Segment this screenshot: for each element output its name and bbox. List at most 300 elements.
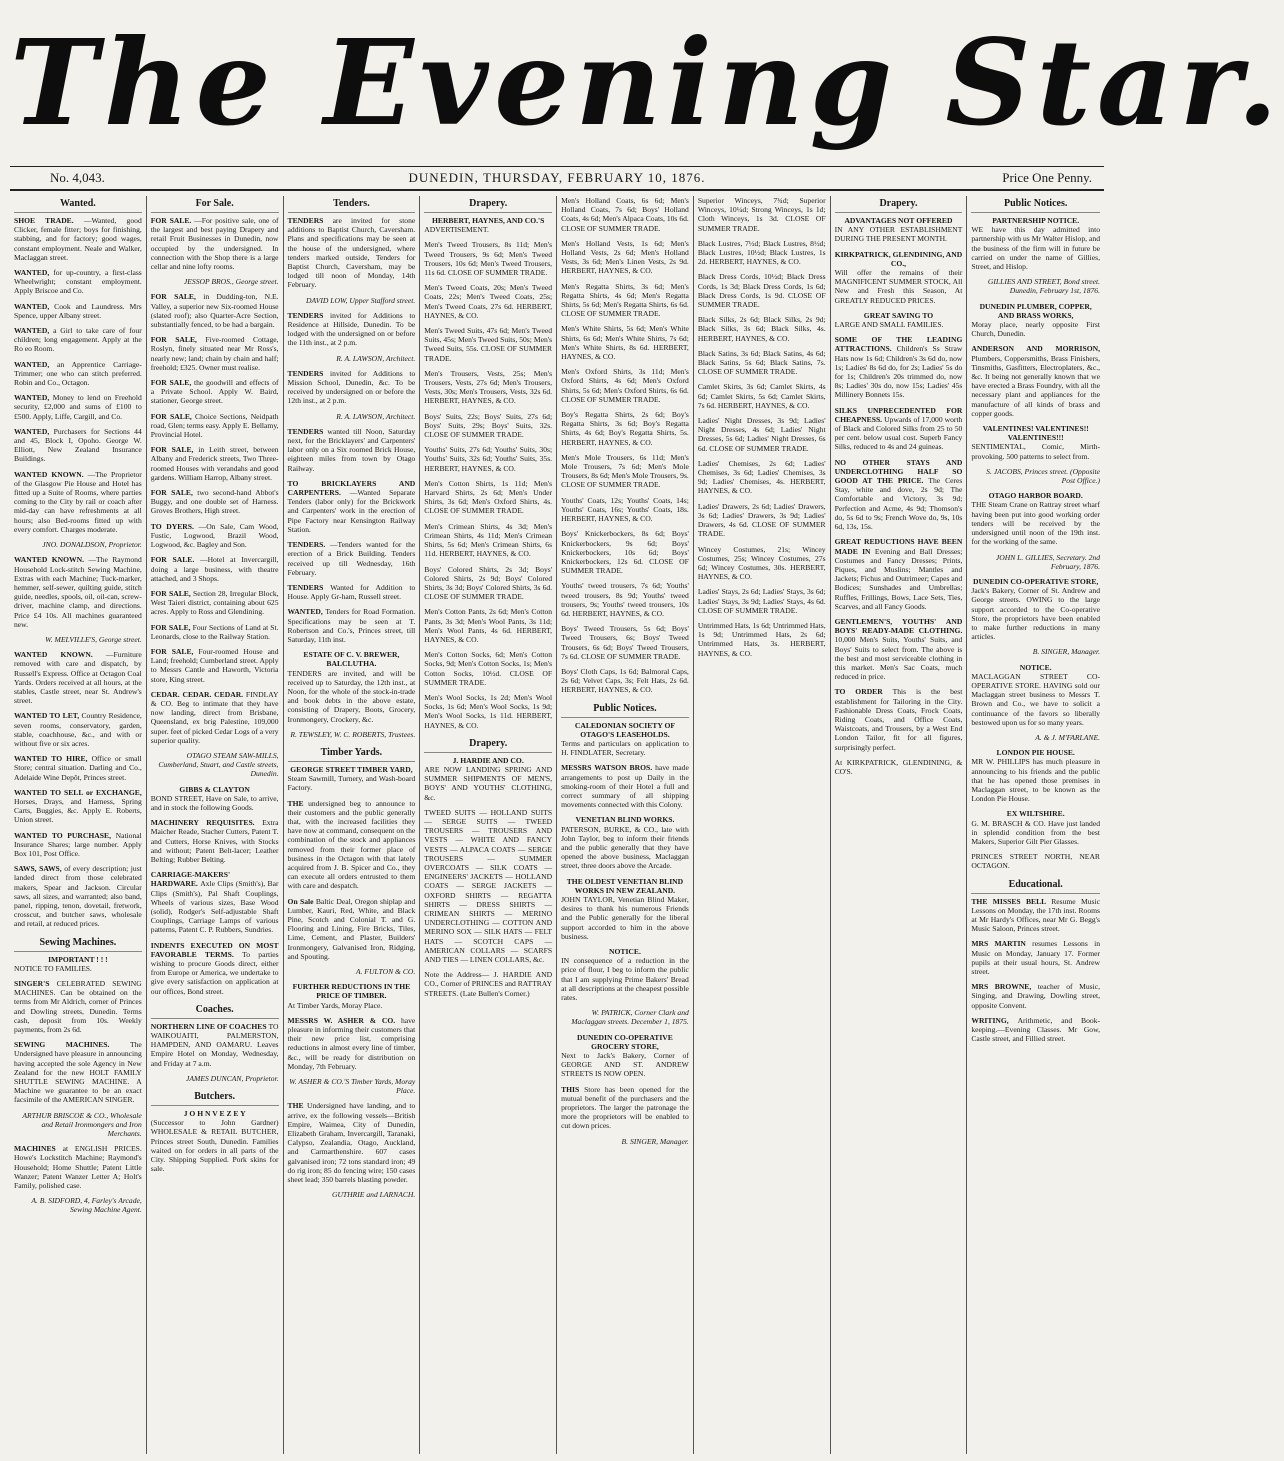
ad-lead: DUNEDIN PLUMBER, COPPER, AND BRASS WORKS, bbox=[979, 301, 1092, 320]
advertisement bbox=[698, 196, 826, 233]
advertisement bbox=[698, 459, 826, 496]
ad-lead: WANTED, bbox=[14, 426, 54, 436]
advertisement bbox=[288, 730, 416, 739]
ad-text: Superior Winceys, 7¾d; Superior Winceys, 10¼d; Strong Winceys, 1s 1d; Cloth Winceys, 1s 3d. CLOSE OF SUMMER TRADE. bbox=[697, 196, 826, 233]
masthead bbox=[10, 8, 1284, 158]
advertisement bbox=[561, 410, 689, 447]
advertisement bbox=[424, 240, 552, 277]
advertisement bbox=[698, 272, 826, 309]
ad-text: LARGE AND SMALL FAMILIES. bbox=[834, 320, 944, 330]
advertisement bbox=[424, 326, 552, 363]
advertisement bbox=[835, 335, 963, 399]
section-heading: Butchers. bbox=[151, 1089, 279, 1106]
advertisement bbox=[971, 344, 1100, 418]
advertisement bbox=[14, 864, 142, 928]
column-area bbox=[10, 196, 1104, 1454]
ad-lead: ESTATE OF C. V. BREWER, BALCLUTHA. bbox=[303, 650, 400, 669]
ad-text: THE Steam Crane on Rattray street wharf having been put into good working order tenders will be received by the undersigned until noon of the 19th inst. for the working of the same. bbox=[971, 500, 1100, 547]
ad-text: for up-country, a first-class Wheelwright; constant employment. Apply Briscoe and Co. bbox=[14, 268, 142, 296]
advertisement bbox=[835, 311, 963, 329]
ad-lead: GENTLEMEN'S, YOUTHS' AND BOYS' READY-MADE CLOTHING. bbox=[834, 616, 963, 636]
ad-lead: EX WILTSHIRE. bbox=[1006, 809, 1065, 819]
ad-lead: WANTED, bbox=[14, 268, 54, 278]
ad-lead: TO BRICKLAYERS AND CARPENTERS. bbox=[287, 478, 416, 498]
ad-lead: TO ORDER bbox=[834, 687, 893, 697]
ad-lead: WANTED KNOWN. bbox=[14, 650, 106, 660]
advertisement bbox=[971, 982, 1100, 1010]
advertisement bbox=[971, 733, 1100, 742]
ad-text: Men's Tweed Coats, 20s; Men's Tweed Coats, 22s; Men's Tweed Coats, 25s; Men's Tweed Coats, 27s 6d. HERBERT, HAYNES, & CO. bbox=[424, 283, 553, 320]
ad-text: Arithmetic, and Book-keeping.—Evening Classes. Mr Gow, Castle street, and Fillied street. bbox=[971, 1015, 1100, 1044]
ad-text: GILLIES AND STREET, Bond street. Dunedin, February 1st, 1876. bbox=[987, 277, 1100, 296]
advertisement bbox=[14, 540, 142, 549]
advertisement bbox=[151, 555, 279, 583]
advertisement bbox=[971, 663, 1100, 727]
ad-text: FINDLAY & CO. Beg to intimate that they have now landing, direct from Brisbane, Queensland, ex brig Palestine, 109,000 super. feet of picked Cedar Logs of a very superior quality. bbox=[150, 689, 279, 745]
ad-lead: J. HARDIE AND CO. bbox=[452, 755, 524, 765]
section-heading: Public Notices. bbox=[561, 701, 689, 718]
ad-text: —Wanted, good Clicker, female fitter; boys for finishing, stabbing, and for factory; good wages, constant employment. Neale and Walker, Maclaggan street. bbox=[14, 216, 142, 262]
ad-text: A. B. SIDFORD, 4, Farley's Arcade, Sewing Machine Agent. bbox=[31, 1196, 142, 1215]
ad-lead: WANTED, bbox=[14, 393, 53, 403]
section-heading: Tenders. bbox=[288, 196, 416, 213]
advertisement bbox=[971, 302, 1100, 339]
ad-text: wanted till Noon, Saturday next, for the Bricklayers' and Carpenters' labor only on a Six roomed Brick House, eighteen miles from town by Otago Railway. bbox=[287, 426, 416, 473]
ad-text: undersigned beg to announce to their customers and the public generally that, with the increased facilities they have now at command, consequent on the combination of the stock and appliances removed from their former place of business in the Octagon with that lately acquired from J. B. Spicer and Co., they can execute all orders entrusted to them with care and despatch. bbox=[287, 798, 416, 891]
ad-lead: FOR SALE, bbox=[150, 488, 198, 498]
ad-text: Ladies' Chemises, 2s 6d; Ladies' Chemises, 3s 6d; Ladies' Chemises, 3s 9d; Ladies' Chemises, 4s. HERBERT, HAYNES, & CO. bbox=[697, 458, 826, 496]
advertisement bbox=[424, 970, 552, 998]
advertisement bbox=[151, 623, 279, 641]
ad-text: Moray place, nearly opposite First Church, Dunedin. bbox=[971, 320, 1100, 339]
ad-lead: WANTED TO PURCHASE, bbox=[14, 830, 116, 840]
ad-lead: NORTHERN LINE OF COACHES bbox=[150, 1021, 269, 1031]
advertisement bbox=[971, 647, 1100, 656]
advertisement bbox=[151, 647, 279, 684]
ad-lead: IMPORTANT ! ! ! bbox=[48, 954, 108, 964]
ad-text: Men's Cotton Shirts, 1s 11d; Men's Harvard Shirts, 2s 6d; Men's Under Shirts, 3s 6d; Men's Oxford Shirts, 4s. CLOSE OF SUMMER TRADE. bbox=[424, 478, 553, 516]
section-heading: Sewing Machines. bbox=[14, 935, 142, 952]
advertisement bbox=[698, 349, 826, 377]
advertisement bbox=[151, 785, 279, 813]
ad-text: Ladies' Night Dresses, 3s 9d; Ladies' Night Dresses, 4s 6d; Ladies' Night Dresses, 5s 6d; Ladies' Night Dresses, 6s 6d. CLOSE OF SUMMER TRADE. bbox=[697, 416, 826, 453]
advertisement bbox=[971, 491, 1100, 546]
ad-text: Youths' tweed trousers, 7s 6d; Youths' tweed trousers, 8s 9d; Youths' tweed trousers, 9s; Youths' tweed trousers, 10s 6d. HERBERT, HAYNES, & CO. bbox=[561, 581, 689, 618]
ad-lead: FOR SALE. bbox=[150, 216, 195, 225]
ad-lead: FOR SALE, bbox=[150, 411, 196, 421]
ad-text: Men's White Shirts, 5s 6d; Men's White Shirts, 6s 6d; Men's White Shirts, 7s 6d; Men's White Shirts, 8s 6d. HERBERT, HAYNES, & CO. bbox=[561, 324, 689, 362]
ad-lead: THE bbox=[287, 1101, 307, 1111]
advertisement bbox=[424, 479, 552, 516]
advertisement bbox=[14, 831, 142, 859]
advertisement bbox=[14, 393, 142, 421]
ad-lead: CARRIAGE-MAKERS' HARDWARE. bbox=[150, 870, 231, 889]
ad-text: Wincey Costumes, 21s; Wincey Costumes, 25s; Wincey Costumes, 27s 6d; Wincey Costumes, 30s. HERBERT, HAYNES, & CO. bbox=[697, 544, 826, 582]
ad-lead: On Sale bbox=[287, 896, 316, 906]
ad-text: Undersigned have landing, and to arrive, ex the following vessels—British Empire, Waimea, City of Dunedin, Elizabeth Graham, Invercargill, Taranaki, Calypso, Zealandia, Otago, Auckland, and Carmarthenshire. 607 cases galvanised iron; 72 tons standard iron; 49 do rig iron; 85 do fencing wire; 150 cases sheet lead; 350 barrels blasting powder. bbox=[287, 1101, 416, 1185]
ad-lead: SOME OF THE LEADING ATTRACTIONS. bbox=[834, 335, 963, 354]
ad-text: Steam Sawmill, Turnery, and Wash-board Factory. bbox=[287, 774, 416, 793]
ad-text: Youths' Suits, 27s 6d; Youths' Suits, 30s; Youths' Suits, 32s 6d; Youths' Suits, 35s. HERBERT, HAYNES, & CO. bbox=[424, 445, 553, 473]
ad-text: Ladies' Drawers, 2s 6d; Ladies' Drawers, 3s 6d; Ladies' Drawers, 3s 9d; Ladies' Drawers, 4s 6d. CLOSE OF SUMMER TRADE. bbox=[697, 501, 826, 539]
ad-text: Boys' Colored Shirts, 2s 3d; Boys' Colored Shirts, 2s 9d; Boys' Colored Shirts, 3s 3d; Boys' Colored Shirts, 3s 6d. CLOSE OF SUMMER TRADE. bbox=[424, 564, 553, 602]
advertisement bbox=[424, 693, 552, 730]
advertisement bbox=[561, 947, 689, 1002]
ad-text: Boys' Cloth Caps, 1s 6d; Balmoral Caps, 2s 6d; Velvet Caps, 3s; Felt Hats, 2s 6d. HERBERT, HAYNES, & CO. bbox=[561, 666, 689, 695]
advertisement bbox=[14, 650, 142, 705]
ad-lead: ADVANTAGES NOT OFFERED bbox=[844, 216, 953, 225]
advertisement bbox=[561, 282, 689, 319]
ad-text: Men's Holland Coats, 6s 6d; Men's Holland Coats, 7s 6d; Boys' Holland Coats, 4s 6d; Men's Alpaca Coats, 10s 6d. CLOSE OF SUMMER TRADE. bbox=[561, 196, 689, 233]
section-heading: Public Notices. bbox=[971, 196, 1100, 213]
advertisement bbox=[835, 617, 963, 681]
ad-text: teacher of Music, Singing, and Drawing, Dowling street, opposite Convent. bbox=[971, 982, 1100, 1010]
advertisement bbox=[424, 522, 552, 559]
ad-text: To parties wishing to procure Goods direct, either from Europe or America, we undertake to give every satisfaction on application at our offices, Bond street. bbox=[150, 949, 279, 996]
column-1 bbox=[10, 196, 147, 1454]
ad-text: Plumbers, Coppersmiths, Brass Finishers, Tinsmiths, Gasfitters, Electroplaters, &c., &c. It being not generally known that we have erected a Brass Foundry, with all the necessary plant and appliances for the manufacture of all kinds of brass and copper goods. bbox=[971, 353, 1100, 418]
ad-text: Note the Address— J. HARDIE AND CO., Corner of PRINCES and RATTRAY STREETS. (Late Bullen's Corner.) bbox=[424, 970, 553, 998]
advertisement bbox=[14, 635, 142, 644]
column-7 bbox=[831, 196, 968, 1454]
ad-lead: NOTICE. bbox=[1019, 662, 1052, 672]
ad-text: At KIRKPATRICK, GLENDINING, & CO'S. bbox=[834, 757, 963, 776]
ad-text: JOHN L. GILLIES, Secretary. 2nd February, 1876. bbox=[995, 552, 1100, 571]
advertisement bbox=[561, 1085, 689, 1131]
advertisement bbox=[288, 1077, 416, 1095]
ad-lead: GEORGE STREET TIMBER YARD, bbox=[290, 764, 413, 774]
ad-text: have made arrangements to post up Daily in the smoking-room of their Hotel a full and correct summary of all shipping movements connected with this Colony. bbox=[561, 763, 689, 810]
advertisement bbox=[151, 1109, 279, 1173]
ad-text: DAVID LOW, Upper Stafford street. bbox=[305, 295, 416, 305]
ad-text: PATERSON, BURKE, & CO., late with John Taylor, beg to inform their friends and the public generally that they have opened the above business, Maclaggan street, three doors above the Arcade. bbox=[561, 824, 689, 871]
ad-text: CELEBRATED SEWING MACHINES. Can be obtained on the terms from Mr Aldrich, corner of Princes and Dowling streets, Dunedin. Terms cash, deposit from 10s. Weekly payments, from 2s 6d. bbox=[14, 979, 142, 1035]
advertisement bbox=[288, 311, 416, 348]
ad-text: Country Residence, seven rooms, conservatory, garden, stable, coachhouse, &c., and with or without five or six acres. bbox=[14, 711, 142, 748]
ad-text: JAMES DUNCAN, Proprietor. bbox=[186, 1073, 279, 1083]
ad-lead: TENDERS bbox=[287, 426, 328, 436]
ad-text: G. M. BRASCH & CO. Have just landed in splendid condition from the best Makers, Superior Gilt Pier Glasses. bbox=[971, 818, 1100, 846]
ad-lead: J O H N V E Z E Y bbox=[183, 1109, 246, 1119]
ad-text: Black Satins, 3s 6d; Black Satins, 4s 6d; Black Satins, 5s 6d; Black Satins, 7s. CLOSE OF SUMMER TRADE. bbox=[697, 348, 826, 377]
ad-text: —For positive sale, one of the largest and best paying Drapery and retail Fruit Businesses in Dunedin, now occupied by the undersigned. In connection with the Shop there is a large cellar and nine lofty rooms. bbox=[150, 216, 279, 272]
advertisement bbox=[971, 216, 1100, 271]
ad-text: Black Dress Cords, 10½d; Black Dress Cords, 1s 3d; Black Dress Cords, 1s 6d; Black Dress Cords, 1s 9d. CLOSE OF SUMMER TRADE. bbox=[697, 272, 826, 310]
ad-text: B. SINGER, Manager. bbox=[621, 1136, 689, 1146]
ad-text: Tenders for Road Formation. Specifications may be seen at T. Robertson and Co.'s, Princes street, till Saturday, 11th inst. bbox=[287, 607, 416, 644]
ad-text: TENDERS are invited, and will be received up to Saturday, the 12th inst., at Noon, for the whole of the stock-in-trade and book debts in the above estate, consisting of Drapery, Boots, Grocery, Ironmongery, Crockery, &c. bbox=[287, 668, 416, 724]
ad-lead: TO DYERS. bbox=[150, 521, 199, 531]
ad-text: JNO. DONALDSON, Proprietor. bbox=[42, 540, 142, 550]
ad-text: Four Sections of Land at St. Leonards, close to the Railway Station. bbox=[150, 622, 279, 641]
ad-text: BOND STREET, Have on Sale, to arrive, and in stock the following Goods. bbox=[150, 793, 279, 812]
ad-text: W. ASHER & CO.'S Timber Yards, Moray Place. bbox=[289, 1077, 416, 1096]
advertisement bbox=[971, 277, 1100, 295]
advertisement bbox=[151, 412, 279, 440]
ad-text: ARE NOW LANDING SPRING AND SUMMER SHIPMENTS OF MEN'S, BOYS' AND YOUTHS' CLOTHING, &c. bbox=[424, 764, 553, 802]
column-5 bbox=[557, 196, 694, 1454]
ad-text: S. JACOBS, Princes street. (Opposite Post Office.) bbox=[986, 466, 1100, 486]
advertisement bbox=[971, 897, 1100, 934]
advertisement bbox=[971, 1016, 1100, 1044]
advertisement bbox=[424, 756, 552, 802]
ad-lead: GREAT REDUCTIONS HAVE BEEN MADE IN bbox=[834, 537, 963, 556]
ad-text: NOTICE TO FAMILIES. bbox=[14, 963, 92, 973]
advertisement bbox=[561, 624, 689, 661]
ad-lead: WANTED TO LET, bbox=[14, 711, 82, 721]
advertisement bbox=[14, 979, 142, 1034]
advertisement bbox=[14, 216, 142, 262]
ad-text: have pleasure in informing their customers that their new price list, comprising reductions in almost every line of timber, &c., will be ready for distribution on Monday, 7th February. bbox=[287, 1015, 416, 1071]
ad-text: JESSOP BROS., George street. bbox=[183, 277, 279, 287]
ad-text: Boys' Knickerbockers, 8s 6d; Boys' Knickerbockers, 9s 6d; Boys' Knickerbockers, 10s 6d; Boys' Knickerbockers, 12s 6d. CLOSE OF SUMMER TRADE. bbox=[561, 529, 689, 576]
ad-text: an Apprentice Carriage-Trimmer; one who can stitch preferred. Robin and Co., Octagon. bbox=[14, 359, 142, 388]
ad-text: —On Sale, Cam Wood, Fustic, Logwood, Brazil Wood, Logwood, &c. Bagley and Son. bbox=[150, 521, 279, 550]
advertisement bbox=[561, 1137, 689, 1146]
advertisement bbox=[14, 302, 142, 320]
advertisement bbox=[288, 412, 416, 421]
ad-text: Men's Oxford Shirts, 3s 11d; Men's Oxford Shirts, 4s 6d; Men's Oxford Shirts, 5s 6d; Men's Oxford Shirts, 6s 6d. CLOSE OF SUMMER TRADE. bbox=[561, 367, 689, 404]
advertisement bbox=[288, 799, 416, 891]
masthead-title: The Evening Star. bbox=[10, 13, 1284, 152]
advertisement bbox=[971, 424, 1100, 461]
ad-lead: WANTED TO SELL or EXCHANGE, bbox=[14, 787, 142, 797]
advertisement bbox=[288, 982, 416, 1010]
ad-text: are invited for stone additions to Baptist Church, Caversham. Plans and specifications may be seen at the house of the undersigned, where tenders marked outside, Tenders for Baptist Church, Caversham, may be lodged till noon of Monday, 14th February. bbox=[287, 216, 416, 290]
ad-lead: SAWS, SAWS, bbox=[14, 864, 65, 874]
ad-text: JOHN TAYLOR, Venetian Blind Maker, desires to thank his numerous Friends and the Public generally for the liberal support accorded to him in the above business. bbox=[561, 895, 689, 941]
ad-text: Section 28, Irregular Block, West Taieri district, containing about 625 acres. Apply to Ross and Glendining. bbox=[150, 588, 279, 617]
ad-lead: SINGER'S bbox=[14, 979, 57, 989]
ad-lead: FOR SALE, bbox=[150, 646, 199, 656]
advertisement bbox=[835, 537, 963, 611]
ad-text: The Undersigned have pleasure in announcing having accepted the sole Agency in New Zealand for the new HOLT FAMILY SHUTTLE SEWING MACHINE. A Machine we guarantee to be an exact facsimile of the AMERICAN SINGER. bbox=[14, 1040, 142, 1105]
advertisement bbox=[561, 721, 689, 758]
ad-lead: SHOE TRADE. bbox=[14, 216, 84, 225]
ad-text: Boy's Regatta Shirts, 2s 6d; Boy's Regatta Shirts, 3s 6d; Boy's Regatta Shirts, 4s 6d; Boy's Regatta Shirts, 5s. HERBERT, HAYNES, & CO. bbox=[561, 410, 689, 447]
ad-lead: MESSRS WATSON BROS. bbox=[561, 763, 656, 773]
advertisement bbox=[561, 815, 689, 870]
ad-text: TWEED SUITS — HOLLAND SUITS — SERGE SUITS — TWEED TROUSERS — TROUSERS AND VESTS — WHITE AND FANCY VESTS — ALPACA COATS — SERGE TROUSERS — SUMMER OVERCOATS — SILK COATS — ENGINEERS' JACKETS — HOLLAND COATS — SERGE JACKETS — OXFORD SHIRTS — REGATTA SHIRTS — DRESS SHIRTS — CRIMEAN SHIRTS — MERINO UNDERCLOTHING — COTTON AND MERINO SOX — SILK HATS — FELT HATS — SCOTCH CAPS — AMERICAN COLLARS — SCARFS AND TIES — LINEN COLLARS, &c. bbox=[424, 807, 553, 965]
advertisement bbox=[288, 1016, 416, 1071]
column-3 bbox=[284, 196, 421, 1454]
ad-text: Boys' Tweed Trousers, 5s 6d; Boys' Tweed Trousers, 6s; Boys' Tweed Trousers, 6s 6d; Boys' Tweed Trousers, 7s 6d. CLOSE OF SUMMER TRADE. bbox=[561, 624, 689, 661]
ad-text: Five-roomed Cottage, Roslyn, finely situated near Mr Ross's, nearly new; land; chain by chain and half; freehold; £325. Owner must realise. bbox=[150, 335, 279, 372]
ad-text: IN consequence of a reduction in the price of flour, I beg to inform the public that I am supplying Prime Bakers' Bread at all descriptions at the cheapest possible rates. bbox=[561, 956, 689, 1003]
advertisement bbox=[971, 467, 1100, 485]
advertisement bbox=[424, 412, 552, 440]
advertisement bbox=[288, 897, 416, 961]
advertisement bbox=[14, 754, 142, 782]
ad-text: PRINCES STREET NORTH, NEAR OCTAGON. bbox=[971, 852, 1100, 871]
advertisement bbox=[424, 650, 552, 687]
advertisement bbox=[561, 453, 689, 490]
advertisement bbox=[151, 589, 279, 617]
advertisement bbox=[288, 650, 416, 724]
ad-lead: OTAGO HARBOR BOARD. bbox=[988, 491, 1083, 501]
advertisement bbox=[698, 545, 826, 582]
ad-lead: WANTED, bbox=[287, 607, 326, 617]
ad-lead: MESSRS W. ASHER & CO. bbox=[287, 1015, 401, 1025]
ad-lead: FOR SALE, bbox=[150, 292, 204, 302]
ad-text: R. A. LAWSON, Architect. bbox=[336, 411, 416, 421]
ad-text: The Ceres Stay, white and dove, 2s 9d; The Comfortable and Victory, 3s 9d; Perfection and Acme, 4s 9d; Thomson's do, 5s 6d to 9s; French Wove do, 9s, 10s 6d, 13s, 15s. bbox=[834, 476, 963, 532]
advertisement bbox=[151, 378, 279, 406]
ad-text: in Dudding-ton, N.E. Valley, a superior new Six-roomed House (slated roof); also Quarter-Acre Section, substantially fenced, to be had a bargain. bbox=[150, 292, 279, 330]
ad-lead: THE OLDEST VENETIAN BLIND WORKS IN NEW ZEALAND. bbox=[566, 876, 684, 895]
ad-text: Next to Jack's Bakery, Corner of GEORGE AND ST. ANDREW STREETS IS NOW OPEN. bbox=[561, 1051, 689, 1079]
advertisement bbox=[971, 809, 1100, 846]
ad-text: Purchasers for Sections 44 and 45, Block I, Opoho. George W. Elliott, New Zealand Insurance Buildings. bbox=[14, 426, 142, 464]
ad-text: Men's Trousers, Vests, 25s; Men's Trousers, Vests, 27s 6d; Men's Trousers, Vests, 30s; Men's Trousers, Vests, 32s 6d. HERBERT, HAYNES, & CO. bbox=[424, 368, 553, 406]
advertisement bbox=[835, 406, 963, 452]
ad-lead: ANDERSON AND MORRISON, bbox=[971, 344, 1100, 354]
advertisement bbox=[151, 488, 279, 516]
advertisement bbox=[14, 1111, 142, 1139]
advertisement bbox=[424, 808, 552, 964]
advertisement bbox=[151, 522, 279, 550]
section-heading: Drapery. bbox=[424, 196, 552, 213]
advertisement bbox=[288, 296, 416, 305]
advertisement bbox=[698, 315, 826, 343]
advertisement bbox=[424, 216, 552, 234]
advertisement bbox=[288, 1101, 416, 1184]
ad-text: MACLAGGAN STREET CO-OPERATIVE STORE. HAVING sold our Maclaggan street business to Messrs T. Brown and Co., we have to solicit a continuance of the favors so liberally bestowed upon us for so many years. bbox=[971, 671, 1100, 727]
advertisement bbox=[561, 239, 689, 276]
advertisement bbox=[698, 621, 826, 658]
advertisement bbox=[151, 1074, 279, 1083]
ad-text: the goodwill and effects of a Private School. Apply W. Baird, stationer, George street. bbox=[150, 378, 279, 406]
ad-text: Men's Holland Vests, 1s 6d; Men's Holland Vests, 2s 6d; Men's Holland Vests, 3s 6d; Men's Linen Vests, 2s 9d. HERBERT, HAYNES, & CO. bbox=[561, 238, 689, 276]
ad-text: Men's Regatta Shirts, 3s 6d; Men's Regatta Shirts, 4s 6d; Men's Regatta Shirts, 5s 6d; Men's Regatta Shirts, 6s 6d. CLOSE OF SUMMER TRADE. bbox=[561, 281, 689, 319]
advertisement bbox=[288, 1190, 416, 1199]
advertisement bbox=[14, 1144, 142, 1190]
ad-lead: FOR SALE, bbox=[150, 378, 194, 388]
ad-text: MR W. PHILLIPS has much pleasure in announcing to his friends and the public that he has opened those premises in Maclaggan street, to be known as the London Pie House. bbox=[971, 757, 1100, 804]
advertisement bbox=[561, 581, 689, 618]
advertisement bbox=[288, 540, 416, 577]
ad-text: (Successor to John Gardner) WHOLESALE & RETAIL BUTCHER, Princes street South, Dunedin. Families waited on for orders in all parts of the City. Shipping Supplied. Pork skins for sale. bbox=[150, 1118, 279, 1174]
ad-text: Horses, Drays, and Harness, Spring Carts, Buggies, &c. Apply E. Roberts, Union street. bbox=[14, 796, 142, 825]
advertisement bbox=[151, 690, 279, 745]
column-6 bbox=[694, 196, 831, 1454]
ad-text: Resume Music Lessons on Monday, the 17th inst. Rooms at Mr Hardy's Offices, near Mr G. Begg's Music Saloon, Princes street. bbox=[971, 896, 1100, 934]
advertisement bbox=[288, 369, 416, 406]
ad-text: Ladies' Stays, 2s 6d; Ladies' Stays, 3s 6d; Ladies' Stays, 3s 9d; Ladies' Stays, 4s 6d. CLOSE OF SUMMER TRADE. bbox=[697, 587, 826, 615]
ad-lead: FOR SALE. bbox=[150, 555, 200, 565]
ad-text: invited for Additions to Residence at Hillside, Dunedin. To be lodged with the undersigned on or before the 11th inst., at 2 p.m. bbox=[287, 310, 416, 348]
advertisement bbox=[424, 369, 552, 406]
ad-lead: FURTHER REDUCTIONS IN THE PRICE OF TIMBER. bbox=[292, 982, 411, 1001]
ad-text: Men's Crimean Shirts, 4s 3d; Men's Crimean Shirts, 4s 11d; Men's Crimean Shirts, 5s 6d; Men's Crimean Shirts, 6s 11d. HERBERT, HAYNES, & CO. bbox=[424, 521, 553, 559]
advertisement bbox=[288, 427, 416, 473]
advertisement bbox=[151, 445, 279, 482]
ad-text: Store has been opened for the mutual benefit of the purchasers and the proprietors. The larger the patronage the more the proprietors will be enabled to cut down prices. bbox=[561, 1084, 689, 1131]
advertisement bbox=[835, 216, 963, 244]
ad-text: Terms and particulars on application to H. FINDLATER, Secretary. bbox=[561, 738, 689, 758]
issue-date: DUNEDIN, THURSDAY, FEBRUARY 10, 1876. bbox=[408, 170, 706, 185]
ad-text: Four-roomed House and Land; freehold; Cumberland street. Apply to Messrs Cantle and Haworth, Victoria store, King street. bbox=[150, 646, 279, 684]
ad-text: Boys' Suits, 22s; Boys' Suits, 27s 6d; Boys' Suits, 29s; Boys' Suits, 32s. CLOSE OF SUMMER TRADE. bbox=[424, 411, 553, 440]
advertisement bbox=[424, 283, 552, 320]
ad-text: in Leith street, between Albany and Frederick streets, Two Three-roomed Houses with verandahs and good gardens. William Harrop, Albany street. bbox=[150, 445, 279, 482]
ad-lead: SILKS UNPRECEDENTED FOR CHEAPNESS. bbox=[834, 405, 963, 424]
ad-text: Cook and Laundress. Mrs Spence, upper Albany street. bbox=[14, 301, 142, 320]
advertisement bbox=[14, 268, 142, 296]
advertisement bbox=[561, 1008, 689, 1026]
ad-text: —The Raymond Household Lock-stitch Sewing Machine, Extras with each Machine; Tuck-marker, hemmer, self-sewer, quilting guide, stitch guide, needles, spools, oil, oil-can, screw-driver, machine clamp, and directions. Price £4 10s. All machines guaranteed new. bbox=[14, 555, 142, 629]
ad-lead: VENETIAN BLIND WORKS. bbox=[575, 815, 675, 825]
ad-text: Jack's Bakery, Corner of St. Andrew and George streets. OWING to the large support accorded to the Co-operative Store, the proprietors have been enabled to make further reductions in many articles. bbox=[971, 586, 1100, 642]
advertisement bbox=[288, 765, 416, 793]
advertisement bbox=[971, 553, 1100, 571]
ad-text: Men's Wool Socks, 1s 2d; Men's Wool Socks, 1s 6d; Men's Wool Socks, 1s 9d; Men's Wool Socks, 1s 11d. HERBERT, HAYNES, & CO. bbox=[424, 692, 553, 730]
advertisement bbox=[151, 292, 279, 329]
ad-text: A. FULTON & CO. bbox=[355, 967, 416, 977]
ad-text: Office or small Store; central situation. Darling and Co., Adelaide Wine Depôt, Princes street. bbox=[14, 754, 142, 782]
ad-text: Black Silks, 2s 6d; Black Silks, 2s 9d; Black Silks, 3s 6d; Black Silks, 4s. HERBERT, HAYNES, & CO. bbox=[697, 315, 826, 343]
ad-text: Evening and Ball Dresses; Costumes and Fancy Dresses; Prints, Piques, and Muslins; Mantles and Jackets; Fichus and Outrimeer; Capes and Bodices; Sunshades and Umbrellas; Ruffles, Frillings, Bows, Lace Sets, Ties, Scarves, and all Fancy Goods. bbox=[834, 546, 963, 611]
section-heading: Drapery. bbox=[424, 736, 552, 753]
advertisement bbox=[561, 324, 689, 361]
section-heading: Educational. bbox=[971, 877, 1100, 894]
advertisement bbox=[835, 687, 963, 751]
ad-lead: THE MISSES BELL bbox=[971, 896, 1052, 906]
advertisement bbox=[698, 587, 826, 615]
advertisement bbox=[151, 941, 279, 996]
ad-text: ADVERTISEMENT. bbox=[424, 225, 489, 235]
ad-lead: TENDERS bbox=[287, 216, 333, 225]
ad-lead: FOR SALE, bbox=[150, 622, 193, 632]
advertisement bbox=[561, 877, 689, 941]
advertisement bbox=[151, 335, 279, 372]
ad-text: Money to lend on Freehold security, £2,000 and sums of £100 to £500. Apply, Liffe, Cargill, and Co. bbox=[14, 393, 142, 421]
section-heading: Coaches. bbox=[151, 1002, 279, 1019]
advertisement bbox=[14, 360, 142, 388]
ad-text: Men's Tweed Trousers, 8s 11d; Men's Tweed Trousers, 9s 6d; Men's Tweed Trousers, 10s 6d; Men's Tweed Trousers, 11s 6d. CLOSE OF SUMMER TRADE. bbox=[424, 240, 553, 278]
ad-text: At Timber Yards, Moray Place. bbox=[287, 1000, 383, 1010]
ad-lead: GIBBS & CLAYTON bbox=[179, 784, 250, 794]
advertisement bbox=[424, 607, 552, 644]
ad-text: IN ANY OTHER ESTABLISHMENT DURING THE PRESENT MONTH. bbox=[834, 225, 963, 244]
column-2 bbox=[147, 196, 284, 1454]
ad-text: W. PATRICK, Corner Clark and Maclaggan streets. December 1, 1875. bbox=[571, 1008, 689, 1027]
ad-text: Camlet Skirts, 3s 6d; Camlet Skirts, 4s 6d; Camlet Skirts, 5s 6d; Camlet Skirts, 7s 6d. HERBERT, HAYNES, & CO. bbox=[697, 382, 826, 410]
ad-lead: WANTED, bbox=[14, 301, 55, 311]
advertisement bbox=[14, 955, 142, 973]
advertisement bbox=[288, 479, 416, 534]
advertisement bbox=[288, 354, 416, 363]
ad-lead: WANTED, bbox=[14, 359, 58, 369]
advertisement bbox=[288, 216, 416, 290]
ad-text: B. SINGER, Manager. bbox=[1032, 647, 1100, 657]
advertisement bbox=[14, 711, 142, 748]
advertisement bbox=[561, 1033, 689, 1079]
ad-text: at ENGLISH PRICES. Howe's Lockstitch Machine; Raymond's Household; Home Shuttle; Patent Little Wanzer; Patent Wanzer Letter A; Holt's Family, polished case. bbox=[14, 1144, 142, 1191]
advertisement bbox=[151, 818, 279, 864]
ad-text: R. TEWSLEY, W. C. ROBERTS, Trustees. bbox=[290, 729, 416, 739]
ad-text: OTAGO STEAM SAW-MILLS, Cumberland, Stuart, and Castle streets, Dunedin. bbox=[158, 750, 279, 779]
advertisement bbox=[14, 427, 142, 464]
ad-text: a Girl to take care of four children; long engagement. Apply at the Ro eo Room. bbox=[14, 326, 142, 354]
ad-lead: DUNEDIN CO-OPERATIVE GROCERY STORE, bbox=[577, 1032, 673, 1051]
advertisement bbox=[971, 748, 1100, 803]
advertisement bbox=[424, 565, 552, 602]
ad-lead: WANTED KNOWN. bbox=[14, 469, 88, 479]
ad-lead: TENDERS bbox=[287, 368, 331, 378]
advertisement bbox=[971, 577, 1100, 641]
advertisement bbox=[835, 758, 963, 776]
